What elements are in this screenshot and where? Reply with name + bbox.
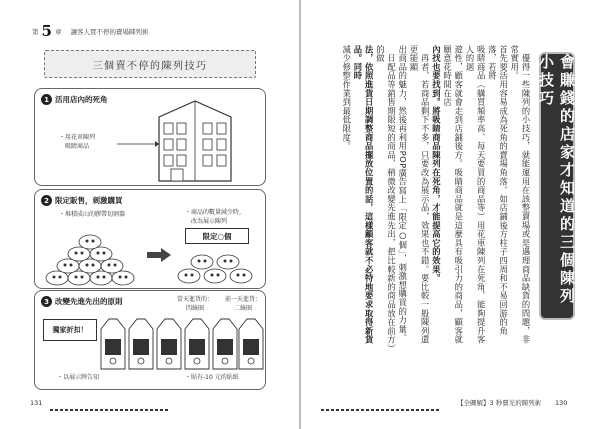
chapter-title: 讓客人買不停的賣場陳列術	[70, 27, 149, 36]
section-number-badge: 2	[41, 195, 52, 206]
chapter-suffix: 章	[54, 27, 62, 36]
section-heading	[41, 296, 123, 307]
chapter-number: 5	[41, 22, 52, 40]
section-dead-corner	[34, 88, 266, 186]
page-number-right: 130	[555, 399, 568, 407]
section-heading	[41, 195, 123, 206]
footer-rule-left	[50, 409, 170, 411]
body-line: 出商品的魅力，然後再利用POP廣告寫上「限定○個」，刺激想購買的力量。	[397, 45, 408, 343]
chapter-header	[32, 22, 148, 40]
section-title: 改變先進先出的原則	[55, 297, 123, 306]
section-heading	[41, 94, 108, 105]
section-title-text: 會賺錢的店家才知道的三個陳列小技巧	[537, 54, 576, 306]
section-number-badge: 1	[41, 94, 52, 105]
pointer-arrow	[115, 137, 159, 151]
footer-rule-right	[321, 409, 441, 411]
section-title-banner	[539, 52, 575, 320]
figure-title: 三個賣不停的陳列技巧	[44, 50, 256, 78]
body-line: 再者，若商品剩下不多，只要改為展示品，效果也不錯。要比較一般陳列還更能顯	[408, 45, 431, 345]
section1-note: ・用花車陳列 吸睛商品	[59, 134, 96, 150]
exclusive-discount-sign: 獨家折扣！	[43, 319, 97, 341]
section2-note-right: ・商品的數量減少時， 改為展示陳列	[185, 209, 246, 225]
right-arrow-icon	[147, 248, 171, 262]
section-fifo-change	[34, 290, 266, 390]
body-line: 法，依照進貨日期調整商品擺放位置的話，這樣顧客就不必特地要求取得新貨品。同時	[352, 45, 375, 345]
previous-day-note: 前一天進貨： 二綠圈	[225, 296, 262, 312]
section-title: 活用店內的死角	[55, 95, 108, 104]
milk-cartons-illustration	[99, 313, 265, 371]
body-line: 內找也要找到。將吸睛商品陳列在死角，才能提高它的效果。	[431, 45, 442, 283]
body-text	[341, 45, 531, 350]
page-number-left: 131	[30, 399, 43, 407]
limited-quantity-sign: 限定○個	[185, 228, 249, 244]
section-number-badge: 3	[41, 296, 52, 307]
body-line: 日配品等銷售期限短的商品，稍微改變先進先出，把比較新的商品放在前方）的做	[375, 45, 397, 349]
body-line: 優得一些陳列的小技巧，就能運用在該整賣場或是遇理商品缺貨的問題，非常實用。	[509, 45, 531, 345]
sticker-note: ・貼有-10 元的貼紙	[185, 374, 239, 381]
body-line: 減少修整作業到最低限度。	[341, 45, 352, 151]
right-page	[301, 0, 600, 429]
section-title: 限定販售，刺激購買	[55, 196, 123, 205]
chapter-prefix: 第	[32, 27, 39, 36]
body-line: 遊性，顧客就會走到店鋪後方。吸睛商品就是這麼具有吸引力的商品，顧客就願意花時間在店	[442, 45, 464, 345]
display-tape-dispensers-illustration	[175, 246, 263, 286]
signage-note: ・以展示牌告知	[57, 374, 100, 381]
left-page	[0, 0, 299, 429]
section2-note-left: ・堆積成山的膠帶切割器	[59, 211, 126, 218]
section-limited-sale	[34, 189, 266, 289]
store-building-illustration	[155, 97, 237, 183]
body-line: 首先要活用容易成為死角的賣場角落。如店鋪後方柱子四周和不易回游的角落，若將	[487, 45, 509, 336]
body-line: 吸睛商品（購買頻率高、每天要買的商品等）用花車陳列在死角，能夠提升客人的迴	[464, 45, 487, 345]
stacked-tape-dispensers-illustration	[43, 222, 143, 286]
today-delivery-note: 當天進貨的： 四綠圈	[177, 296, 214, 312]
footer-label: 【全圖解】3 秒賣光的陳列術	[457, 399, 542, 407]
